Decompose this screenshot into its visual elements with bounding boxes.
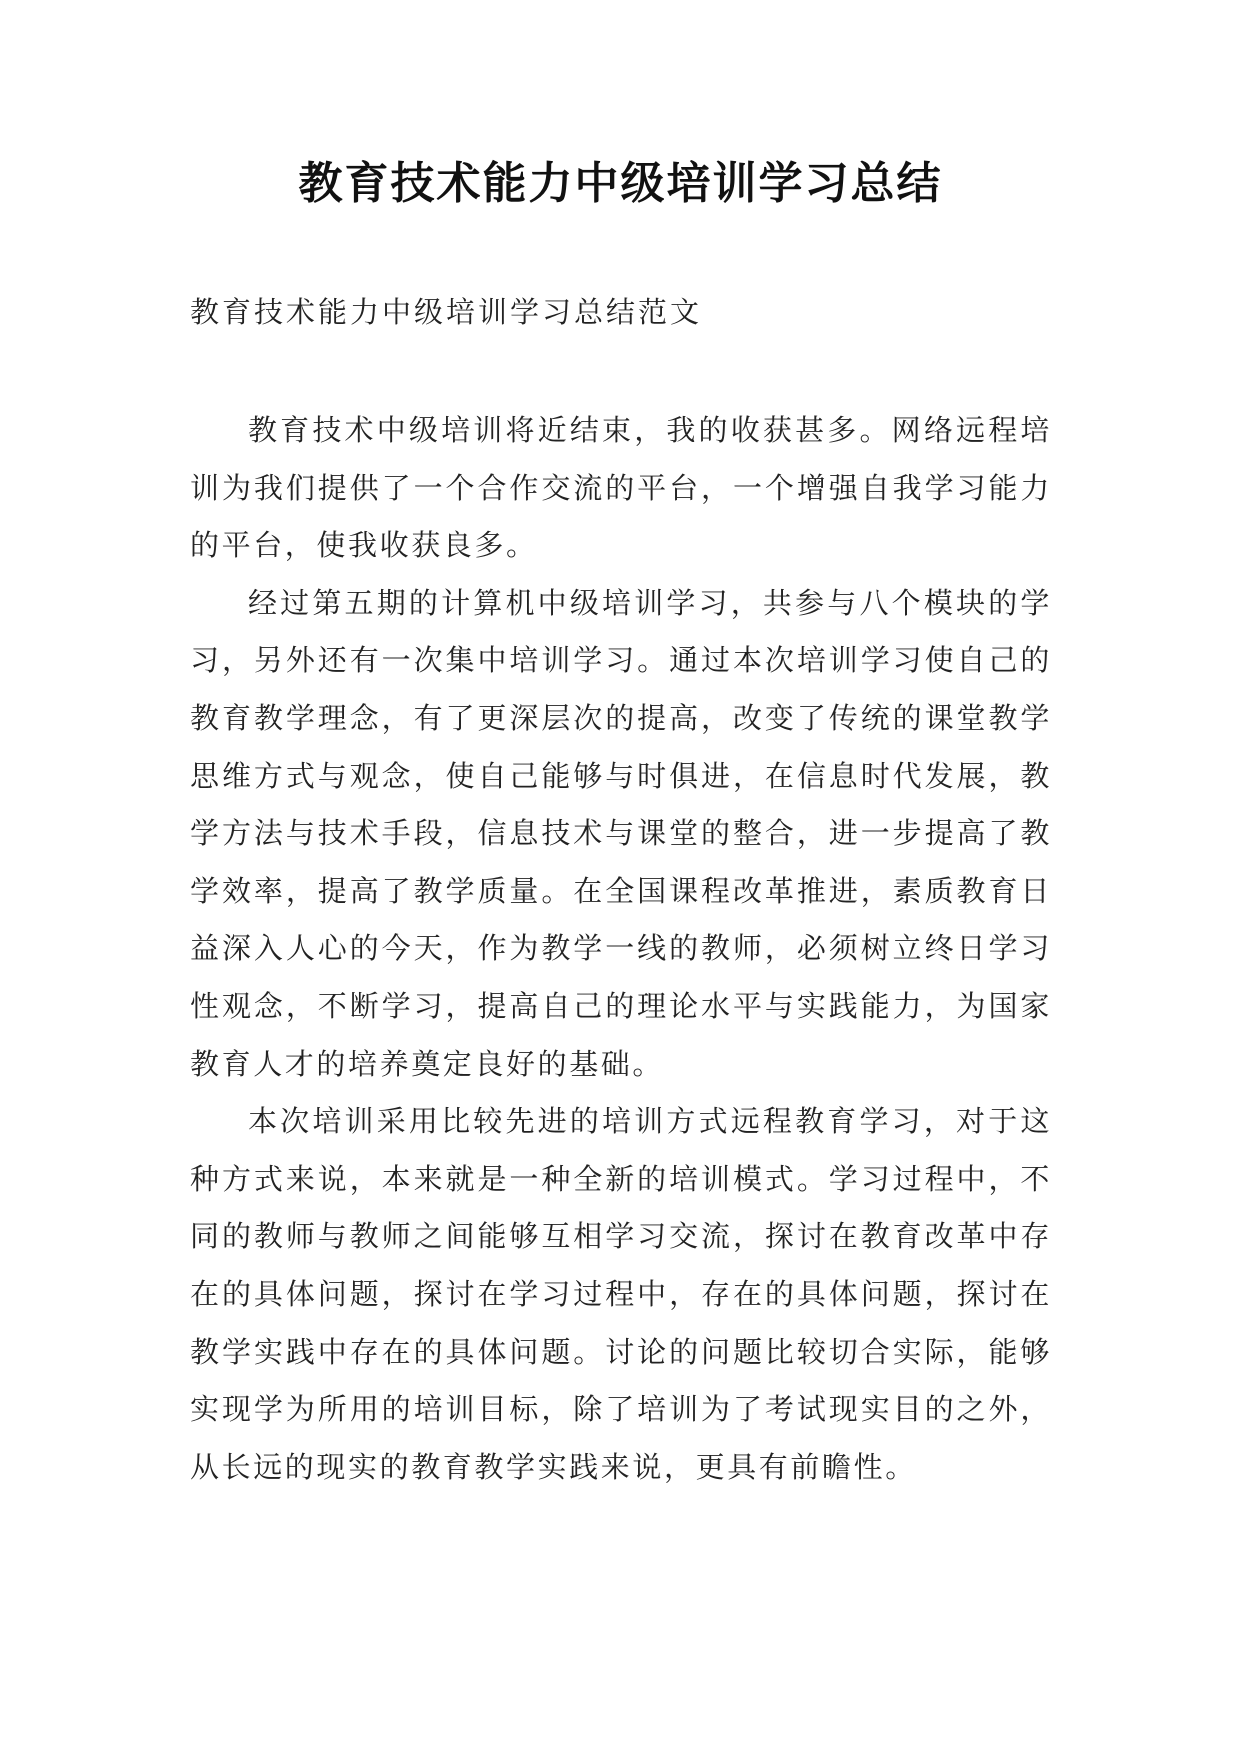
document-body [190,402,1052,1496]
document-title: 教育技术能力中级培训学习总结 [298,158,943,209]
body-paragraph: 本次培训采用比较先进的培训方式远程教育学习，对于这种方式来说，本来就是一种全新的培训模式。学习过程中，不同的教师与教师之间能够互相学习交流，探讨在教育改革中存在的具体问题，探讨在学习过程中，存在的具体问题，探讨在教学实践中存在的具体问题。讨论的问题比较切合实际，能够实现学为所用的培训目标，除了培训为了考试现实目的之外，从长远的现实的教育教学实践来说，更具有前瞻性。 [190,1104,1052,1484]
body-paragraph: 经过第五期的计算机中级培训学习，共参与八个模块的学习，另外还有一次集中培训学习。通过本次培训学习使自己的教育教学理念，有了更深层次的提高，改变了传统的课堂教学思维方式与观念，使自己能够与时俱进，在信息时代发展，教学方法与技术手段，信息技术与课堂的整合，进一步提高了教学效率，提高了教学质量。在全国课程改革推进，素质教育日益深入人心的今天，作为教学一线的教师，必须树立终日学习性观念，不断学习，提高自己的理论水平与实践能力，为国家教育人才的培养奠定良好的基础。 [190,585,1052,1081]
body-paragraph: 教育技术中级培训将近结束，我的收获甚多。网络远程培训为我们提供了一个合作交流的平台，一个增强自我学习能力的平台，使我收获良多。 [190,413,1052,563]
document-subtitle: 教育技术能力中级培训学习总结范文 [190,295,703,329]
